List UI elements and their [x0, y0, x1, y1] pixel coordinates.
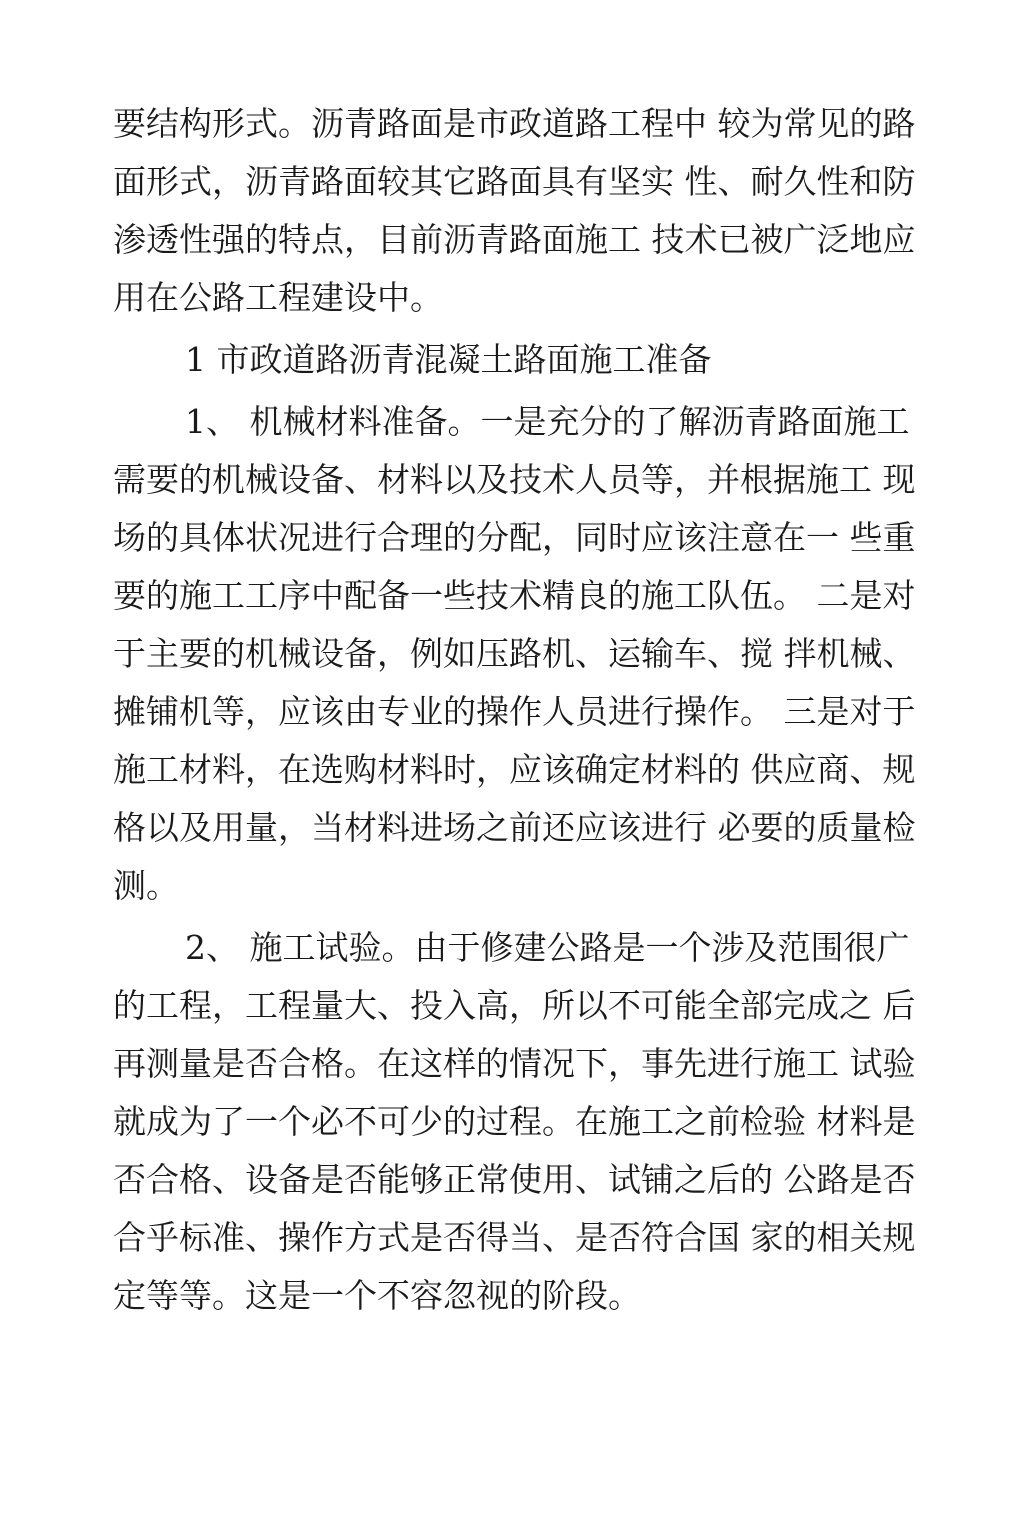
text-line: 1、 机械材料准备。一是充分的了解沥青路面施工	[185, 402, 910, 441]
text-line: 要结构形式。沥青路面是市政道路工程中 较为常见的路	[113, 104, 916, 143]
text-line: 要的施工工序中配备一些技术精良的施工队伍。 二是对	[113, 576, 916, 615]
text-line: 2、 施工试验。由于修建公路是一个涉及范围很广	[185, 928, 910, 967]
text-line: 施工材料，在选购材料时，应该确定材料的 供应商、规	[113, 750, 916, 789]
paragraph-machinery-materials	[113, 393, 916, 915]
text-line: 再测量是否合格。在这样的情况下，事先进行施工 试验	[113, 1044, 916, 1083]
text-line: 的工程，工程量大、投入高，所以不可能全部完成之 后	[113, 986, 916, 1025]
text-line: 定等等。这是一个不容忽视的阶段。	[113, 1276, 641, 1315]
text-line: 格以及用量，当材料进场之前还应该进行 必要的质量检	[113, 808, 916, 847]
text-line: 于主要的机械设备，例如压路机、运输车、搅 拌机械、	[113, 634, 916, 673]
text-line: 否合格、设备是否能够正常使用、试铺之后的 公路是否	[113, 1160, 916, 1199]
text-line: 测。	[113, 866, 179, 905]
section-heading	[113, 331, 913, 389]
text-line: 需要的机械设备、材料以及技术人员等，并根据施工 现	[113, 460, 916, 499]
document-page	[113, 95, 916, 1325]
text-line: 场的具体状况进行合理的分配，同时应该注意在一 些重	[113, 518, 916, 557]
paragraph-construction-test	[113, 919, 916, 1325]
text-line: 就成为了一个必不可少的过程。在施工之前检验 材料是	[113, 1102, 916, 1141]
text-line: 摊铺机等，应该由专业的操作人员进行操作。 三是对于	[113, 692, 916, 731]
text-line: 合乎标准、操作方式是否得当、是否符合国 家的相关规	[113, 1218, 916, 1257]
text-line: 渗透性强的特点，目前沥青路面施工 技术已被广泛地应	[113, 220, 916, 259]
text-line: 面形式，沥青路面较其它路面具有坚实 性、耐久性和防	[113, 162, 916, 201]
text-line: 用在公路工程建设中。	[113, 278, 443, 317]
heading-line: 1 市政道路沥青混凝土路面施工准备	[185, 340, 712, 379]
paragraph-intro	[113, 95, 916, 327]
